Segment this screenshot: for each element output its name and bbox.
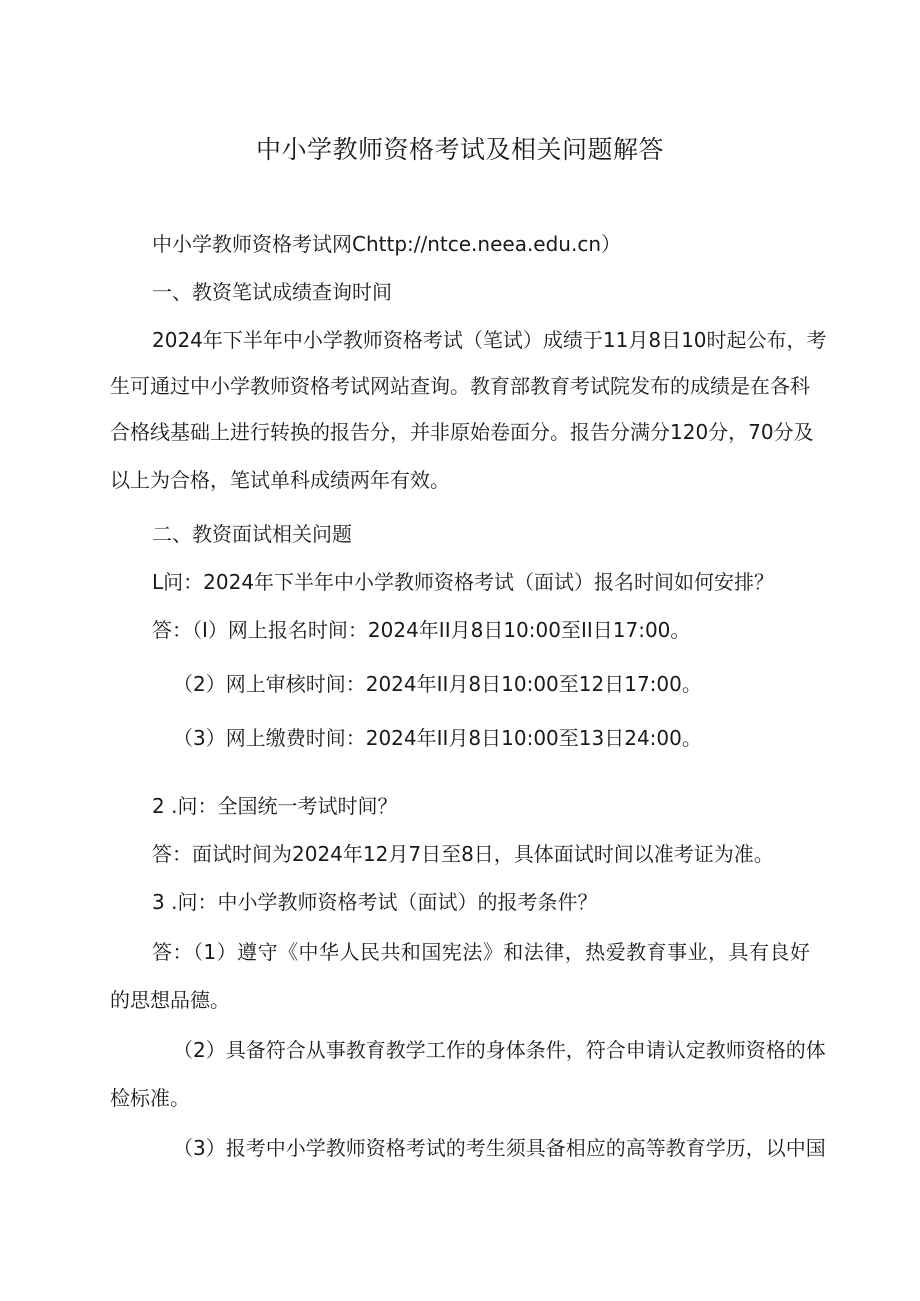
answer-line: 的思想品德。 [110, 988, 230, 1012]
paragraph-line: 以上为合格，笔试单科成绩两年有效。 [110, 468, 450, 492]
question-line: 2 .问：全国统一考试时间？ [152, 794, 398, 818]
section-heading-interview: 二、教资面试相关问题 [152, 522, 352, 546]
answer-line: 答：面试时间为2024年12月7日至8日，具体面试时间以准考证为准。 [152, 842, 774, 866]
section-heading-written-score: 一、教资笔试成绩查询时间 [152, 280, 392, 304]
answer-line: （2）具备符合从事教育教学工作的身体条件，符合申请认定教师资格的体 [173, 1038, 826, 1062]
paragraph-line: 2024年下半年中小学教师资格考试（笔试）成绩于11月8日10时起公布，考 [152, 328, 827, 352]
question-line: L问：2024年下半年中小学教师资格考试（面试）报名时间如何安排？ [152, 570, 775, 594]
answer-line: （3）报考中小学教师资格考试的考生须具备相应的高等教育学历，以中国 [173, 1136, 826, 1160]
answer-line: 答：（1）遵守《中华人民共和国宪法》和法律，热爱教育事业，具有良好 [152, 940, 810, 964]
answer-line: 检标准。 [110, 1086, 190, 1110]
answer-line: 答：（I）网上报名时间：2024年II月8日10:00至II日17:00。 [152, 618, 691, 642]
answer-line: （2）网上审核时间：2024年II月8日10:00至12日17:00。 [173, 672, 702, 696]
answer-line: （3）网上缴费时间：2024年II月8日10:00至13日24:00。 [173, 726, 702, 750]
exam-website-line: 中小学教师资格考试网Chttp://ntce.neea.edu.cn） [152, 232, 622, 256]
paragraph-line: 合格线基础上进行转换的报告分，并非原始卷面分。报告分满分120分，70分及 [110, 420, 814, 444]
paragraph-line: 生可通过中小学教师资格考试网站查询。教育部教育考试院发布的成绩是在各科 [110, 374, 810, 398]
document-title: 中小学教师资格考试及相关问题解答 [255, 135, 664, 164]
question-line: 3 .问：中小学教师资格考试（面试）的报考条件？ [152, 890, 598, 914]
